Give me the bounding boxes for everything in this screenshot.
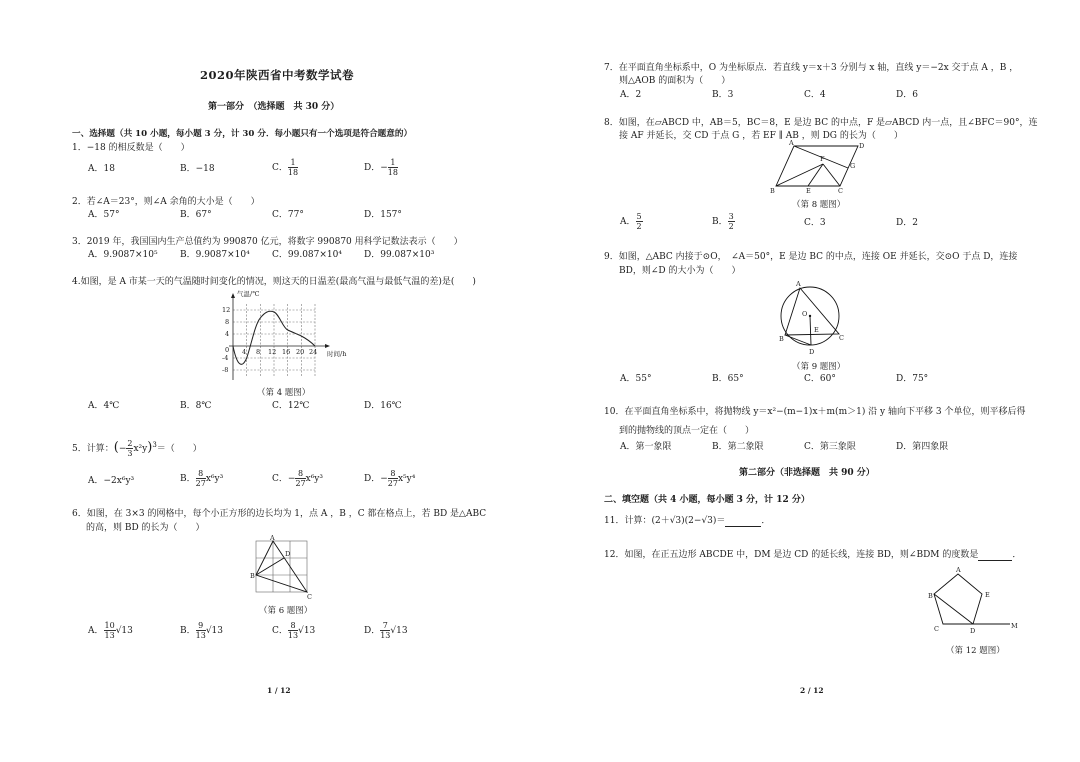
q9-option-b: B．65° [712,374,744,384]
p9-d-label: D [809,348,815,356]
q4-stem: 4.如图，是 A 市某一天的气温随时间变化的情况，则这天的日温差(最高气温与最低气温的差)是( ) [72,277,476,287]
page-number-1: 1 / 12 [267,686,291,695]
q6-stem-line2: 的高，则 BD 的长为（ ） [86,523,205,533]
q6-d-radical: √13 [390,626,408,636]
y-tick-0: 0 [225,346,230,354]
q5-numerator: 2 [127,439,133,448]
q7-option-a: A．2 [620,90,642,100]
q5-paren-open: ( [113,440,119,455]
y-tick-4: 4 [225,330,230,338]
p8-e-label: E [806,187,811,195]
x-tick-24: 24 [309,348,318,356]
q11-stem-text: 11．计算：(2＋√3)(2−√3)＝ [604,516,726,526]
q5-d-denominator: 27 [387,479,398,488]
page-number-2: 2 / 12 [800,686,824,695]
q5-d-fraction [388,469,398,488]
q5-c-numerator: 8 [295,469,305,479]
q6-d-label: D． [364,626,381,636]
q6-caption: （第 6 题图） [259,606,313,616]
q6-a-fraction [104,621,116,640]
q7-option-b: B．3 [712,90,734,100]
q5-option-c [272,469,323,488]
q6-b-denominator: 13 [195,631,206,640]
exam-page-2 [540,0,1080,762]
temperature-graph [215,290,355,385]
q3-stem: 3．2019 年，我国国内生产总值约为 990870 亿元，将数字 990870 用科学记数法表示（ ） [72,237,463,247]
q6-d-fraction [380,621,390,640]
q8-option-c: C．3 [804,218,826,228]
q4-option-a: A．4℃ [88,401,120,411]
q5-option-b [180,469,223,488]
q12-caption: （第 12 题图） [946,646,1005,656]
q10-option-a: A．第一象限 [620,442,672,452]
q3-option-a: A．9.9087×10⁵ [88,250,158,260]
q5-c-fraction [295,469,305,488]
q10-option-b: B．第二象限 [712,442,764,452]
p8-b-label: B [770,187,775,195]
q6-b-label: B． [180,626,196,636]
q5-b-label: B． [180,474,196,484]
q6-option-b [180,621,223,640]
q5-stem: 5．计算：(− $\frac{2}{3}$ x²y)$^3$＝（ ） [72,439,202,458]
x-tick-16: 16 [282,348,291,356]
q1-option-c [272,158,298,177]
q6-option-c [272,621,315,640]
p8-g-label: G [850,162,856,170]
q7-stem-line1: 7．在平面直角坐标系中，O 为坐标原点．若直线 y＝x＋3 分别与 x 轴，直线 y＝−2x 交于点 A ，B ， [604,63,1019,73]
q12-stem-text: 12．如图，在正五边形 ABCDE 中，DM 是边 CD 的延长线，连接 BD，则∠BDM 的度数是 [604,550,979,560]
p12-m-label: M [1011,622,1018,630]
triangle-abc [256,541,307,592]
q6-c-label: C． [272,626,288,636]
section-one-heading: 一、选择题（共 10 小题，每小题 3 分，计 30 分．每小题只有一个选项是符合题意的） [72,129,413,139]
q6-c-numerator: 8 [288,621,298,631]
q9-option-d: D．75° [896,374,929,384]
center-point [809,315,811,317]
q5-stem-prefix: 5．计算： [72,444,114,454]
y-tick-8: 8 [225,318,230,326]
q10-option-c: C．第三象限 [804,442,856,452]
q3-option-d: D．99.087×10³ [364,250,435,260]
q9-stem-line2: BD，则∠D 的大小为（ ） [619,266,741,276]
q10-stem-line1: 10．在平面直角坐标系中，将抛物线 y＝x²−(m−1)x＋m(m＞1) 沿 y 轴向下平移 3 个单位，则平移后得 [604,407,1026,417]
p12-d-label: D [970,627,976,635]
q10-stem-line2: 到的抛物线的顶点一定在（ ） [619,426,755,436]
q12-stem-end: ． [1012,550,1022,560]
p12-c-label: C [934,625,939,633]
q10-option-d: D．第四象限 [896,442,949,452]
q11-stem [604,515,770,527]
q5-d-numerator: 8 [388,469,398,479]
q5-denominator: 3 [127,449,133,458]
p9-o-label: O [802,310,808,318]
q1-d-denominator: 18 [387,168,398,177]
q1-d-fraction [388,158,398,177]
p9-b-label: B [779,335,784,343]
segment-bd [785,335,811,345]
q1-c-denominator: 18 [287,168,299,177]
q6-option-d [364,621,408,640]
q8-b-denominator: 2 [728,222,734,231]
p12-e-label: E [985,591,990,599]
circle-triangle-figure [776,278,842,360]
segment-od [810,316,811,345]
q6-c-radical: √13 [298,626,316,636]
q7-option-c: C．4 [804,90,826,100]
q5-c-denominator: 27 [295,479,306,488]
p8-a-label: A [789,139,794,147]
q8-caption: （第 8 题图） [792,200,846,210]
q5-term: x²y [133,444,148,454]
q5-b-denominator: 27 [195,479,206,488]
q1-stem: 1．−18 的相反数是（ ） [72,143,190,153]
q1-c-label: C． [272,163,288,173]
y-tick-neg4: -4 [222,354,229,362]
q6-option-a [88,621,133,640]
q4-option-c: C．12℃ [272,401,310,411]
q2-option-c: C．77° [272,210,304,220]
q1-c-numerator: 1 [288,158,298,168]
q2-option-a: A．57° [88,210,120,220]
diagonal-bd [934,594,973,624]
point-c-label: C [307,593,312,601]
q5-d-term: x⁵y⁴ [397,474,416,484]
q6-b-radical: √13 [205,626,223,636]
p12-a-label: A [956,566,961,574]
q5-b-term: x⁶y³ [205,474,224,484]
exam-title: 2020年陕西省中考数学试卷 [200,68,355,82]
q1-d-label: D．− [364,163,388,173]
q6-a-radical: √13 [115,626,133,636]
q4-caption: （第 4 题图） [257,388,311,398]
q8-b-label: B． [712,217,728,227]
q1-c-fraction [288,158,298,177]
x-tick-20: 20 [296,348,305,356]
part-one-heading: 第一部分 （选择题 共 30 分） [208,102,340,112]
q9-option-a: A．55° [620,374,652,384]
x-tick-8: 8 [256,348,261,356]
q11-stem-end: ． [761,516,771,526]
q6-a-denominator: 13 [104,631,115,640]
q5-c-term: x⁶y³ [305,474,324,484]
q5-c-label: C．− [272,474,296,484]
q8-a-denominator: 2 [636,222,642,231]
q1-option-a: A．18 [88,164,115,174]
q1-option-d [364,158,398,177]
p8-f-label: F [820,155,825,163]
q12-stem [604,549,1021,561]
q8-b-numerator: 3 [728,212,734,221]
q8-option-b [712,212,735,231]
q6-c-denominator: 13 [287,631,299,640]
q9-option-c: C．60° [804,374,836,384]
q8-a-numerator: 5 [636,212,642,221]
q9-caption: （第 9 题图） [792,362,846,372]
q4-option-d: D．16℃ [364,401,402,411]
q5-exponent: 3 [152,441,157,449]
p9-a-label: A [796,280,801,288]
q5-option-d [364,469,415,488]
q8-a-fraction [636,212,643,231]
q1-d-numerator: 1 [388,158,398,168]
p8-d-label: D [859,142,865,150]
parallelogram-figure [768,140,868,196]
q7-option-d: D．6 [896,90,918,100]
pentagon-figure [928,566,1022,638]
y-tick-neg8: -8 [222,366,229,374]
q6-b-numerator: 9 [196,621,206,631]
point-a-label: A [270,534,275,542]
point-d-label: D [285,550,291,558]
q6-d-denominator: 13 [380,631,391,640]
q5-stem-suffix: ＝（ ） [156,444,202,454]
q11-answer-blank[interactable] [725,517,761,527]
y-axis-label: 气温/℃ [237,290,260,298]
point-b-label: B [250,572,255,580]
q7-stem-line2: 则△AOB 的面积为（ ） [619,76,731,86]
q2-option-b: B．67° [180,210,212,220]
q5-b-numerator: 8 [196,469,206,479]
q8-b-fraction [728,212,735,231]
q8-stem-line2: 接 AF 并延长，交 CD 于点 G ，若 EF ∥ AB ，则 DG 的长为（ ） [619,131,903,141]
q2-stem: 2．若∠A＝23°，则∠A 余角的大小是（ ） [72,197,260,207]
q2-option-d: D．157° [364,210,402,220]
p9-c-label: C [839,334,844,342]
q8-stem-line1: 8．如图，在▱ABCD 中，AB＝5，BC＝8，E 是边 BC 的中点，F 是▱ABCD 内一点，且∠BFC＝90°，连 [604,118,1038,128]
q6-a-numerator: 10 [104,621,115,630]
q6-a-label: A． [88,626,104,636]
q8-a-label: A． [620,217,636,227]
q6-d-numerator: 7 [380,621,390,631]
q5-d-label: D．− [364,474,388,484]
q3-option-b: B．9.9087×10⁴ [180,250,250,260]
p9-e-label: E [814,326,819,334]
q4-option-b: B．8℃ [180,401,212,411]
p8-c-label: C [838,187,843,195]
y-tick-12: 12 [222,306,231,314]
q8-option-d: D．2 [896,218,918,228]
q5-b-fraction [196,469,206,488]
section-two-heading: 二、填空题（共 4 小题，每小题 3 分，计 12 分） [604,495,810,505]
part-two-heading: 第二部分（非选择题 共 90 分） [739,468,875,478]
q6-b-fraction [196,621,206,640]
x-axis-label: 时间/h [327,350,347,358]
triangle-abc [785,288,839,335]
q1-option-b: B．−18 [180,164,215,174]
q6-stem-line1: 6．如图，在 3×3 的网格中，每个小正方形的边长均为 1，点 A ，B ，C 都在格点上，若 BD 是△ABC [72,509,487,519]
grid-triangle-figure [250,535,310,603]
q3-option-c: C．99.087×10⁴ [272,250,342,260]
q5-paren-close: ) [147,440,153,455]
x-tick-4: 4 [242,348,247,356]
p12-b-label: B [928,592,933,600]
q9-stem-line1: 9．如图，△ABC 内接于⊙O， ∠A＝50°，E 是边 BC 的中点，连接 OE 并延长，交⊙O 于点 D，连接 [604,252,1018,262]
q6-c-fraction [288,621,298,640]
q8-option-a [620,212,643,231]
x-tick-12: 12 [268,348,277,356]
segment-cf [823,164,840,186]
q12-answer-blank[interactable] [978,551,1012,561]
q5-option-a: A．−2x⁶y³ [88,476,135,486]
